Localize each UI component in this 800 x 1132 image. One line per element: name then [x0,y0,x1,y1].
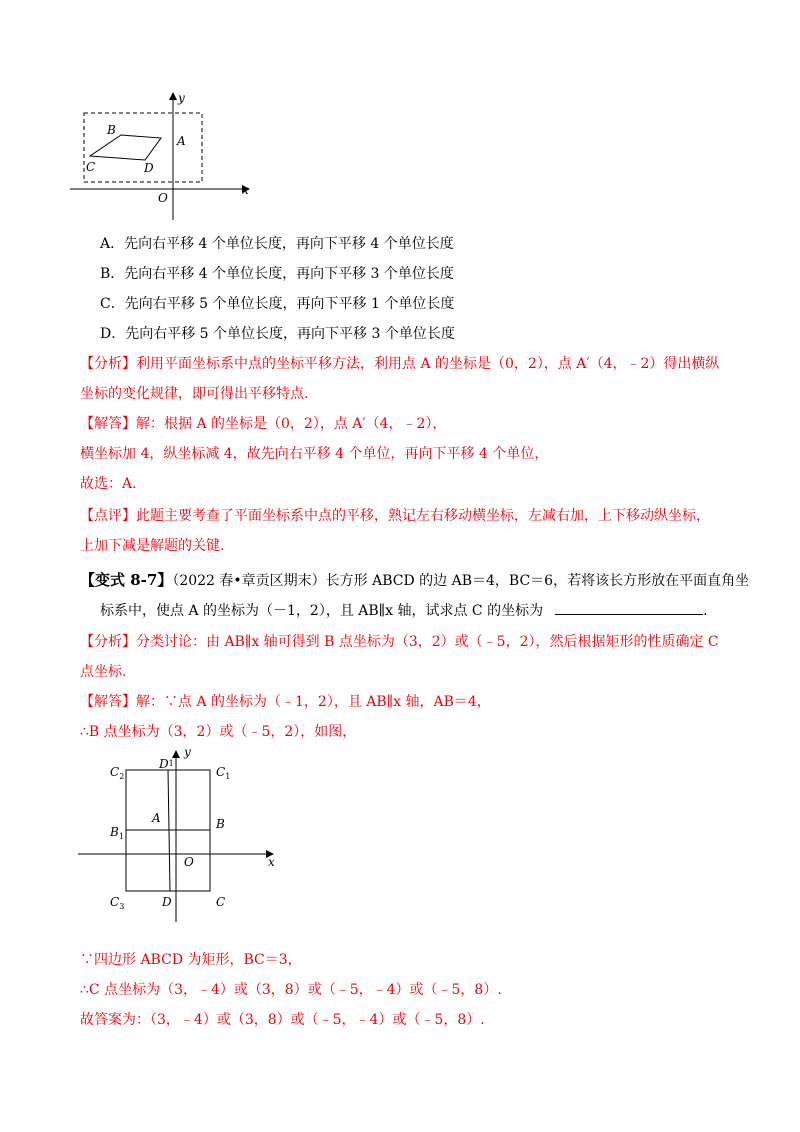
label-a: A [152,811,161,825]
figure-rectangle-diagram [70,740,290,930]
label-a: A [177,134,186,148]
label-c: C [86,160,96,174]
label-c2: $C_2$ [110,765,125,781]
label-y: y [184,745,191,759]
q2-answer-tag: 【解答】 [80,694,136,710]
q1-answer-line2: 横坐标加 4，纵坐标减 4，故先向右平移 4 个单位，再向下平移 4 个单位， [80,446,549,462]
label-b: B [107,123,116,137]
q1-answer-line1 [80,414,446,434]
answer-blank [555,600,703,615]
q2-answer-line1 [80,692,491,712]
option-c: C．先向右平移 5 个单位长度，再向下平移 1 个单位长度 [100,296,455,312]
label-b1: $B_1$ [110,825,124,841]
label-o: O [158,191,168,205]
q2-answer-line2: ∴B 点坐标为（3，2）或（﹣5，2），如图， [80,724,357,740]
q2-after-line1: ∵四边形 ABCD 为矩形，BC＝3， [80,952,302,968]
q2-tag: 【变式 8-7】 [80,571,173,589]
q2-analysis-line2: 点坐标. [80,664,127,680]
q2-after-line2: ∴C 点坐标为（3，﹣4）或（3，8）或（﹣5，﹣4）或（﹣5，8）. [80,982,502,998]
q2-question-line1 [80,570,749,591]
label-b: B [216,817,225,831]
label-d1: D1 [159,757,174,771]
y-axis-arrow-icon [172,750,180,758]
label-o: O [184,855,194,869]
label-y: y [178,91,185,105]
option-d: D．先向右平移 5 个单位长度，再向下平移 3 个单位长度 [100,326,455,342]
label-x: x [268,855,275,869]
figure-parallelogram-diagram [70,88,260,228]
q1-analysis-tag: 【分析】 [80,356,136,372]
label-x: x [242,183,249,197]
q2-answer-text: 解：∵点 A 的坐标为（﹣1，2），且 AB∥x 轴，AB＝4， [136,694,491,710]
q2-text: （2022 春•章贡区期末）长方形 ABCD 的边 AB＝4，BC＝6，若将该长方形放在平面直角坐 [172,573,750,589]
q2-analysis-text: 分类讨论：由 AB∥x 轴可得到 B 点坐标为（3，2）或（﹣5，2），然后根据矩形的性质确定 C [136,634,719,650]
option-b: B．先向右平移 4 个单位长度，再向下平移 3 个单位长度 [100,266,454,282]
label-c3: $C_3$ [110,895,125,911]
label-c: C [216,895,226,909]
q1-analysis-text: 利用平面坐标系中点的坐标平移方法，利用点 A 的坐标是（0，2），点 A′（4，﹣2）得出横纵 [136,356,720,372]
q2-after-line3: 故答案为：（3，﹣4）或（3，8）或（﹣5，﹣4）或（﹣5，8）. [80,1012,485,1028]
q1-comment-line1 [80,506,710,526]
label-d: D [162,895,172,909]
q2-text-2a: 标系中，使点 A 的坐标为（－1，2），且 AB∥x 轴，试求点 C 的坐标为 [100,603,544,619]
parallelogram-abcd [90,135,161,160]
q1-comment-line2: 上加下减是解题的关键. [80,538,225,554]
q1-answer-text: 解：根据 A 的坐标是（0，2），点 A′（4，﹣2）， [136,416,447,432]
q2-text-2b: . [703,603,708,619]
q1-answer-tag: 【解答】 [80,416,136,432]
q2-question-line2 [100,600,708,621]
q1-comment-text: 此题主要考查了平面坐标系中点的平移，熟记左右移动横坐标，左减右加，上下移动纵坐标， [136,508,710,524]
q1-answer-line3: 故选：A. [80,476,137,492]
q1-analysis-line1 [80,354,719,374]
y-axis-arrow-icon [169,92,177,100]
label-c1: $C_1$ [216,765,231,781]
q2-analysis-line1 [80,632,719,652]
q2-analysis-tag: 【分析】 [80,634,136,650]
label-d: D [144,161,154,175]
option-a: A．先向右平移 4 个单位长度，再向下平移 4 个单位长度 [100,236,454,252]
q1-comment-tag: 【点评】 [80,508,136,524]
q1-analysis-line2: 坐标的变化规律，即可得出平移特点. [80,386,309,402]
